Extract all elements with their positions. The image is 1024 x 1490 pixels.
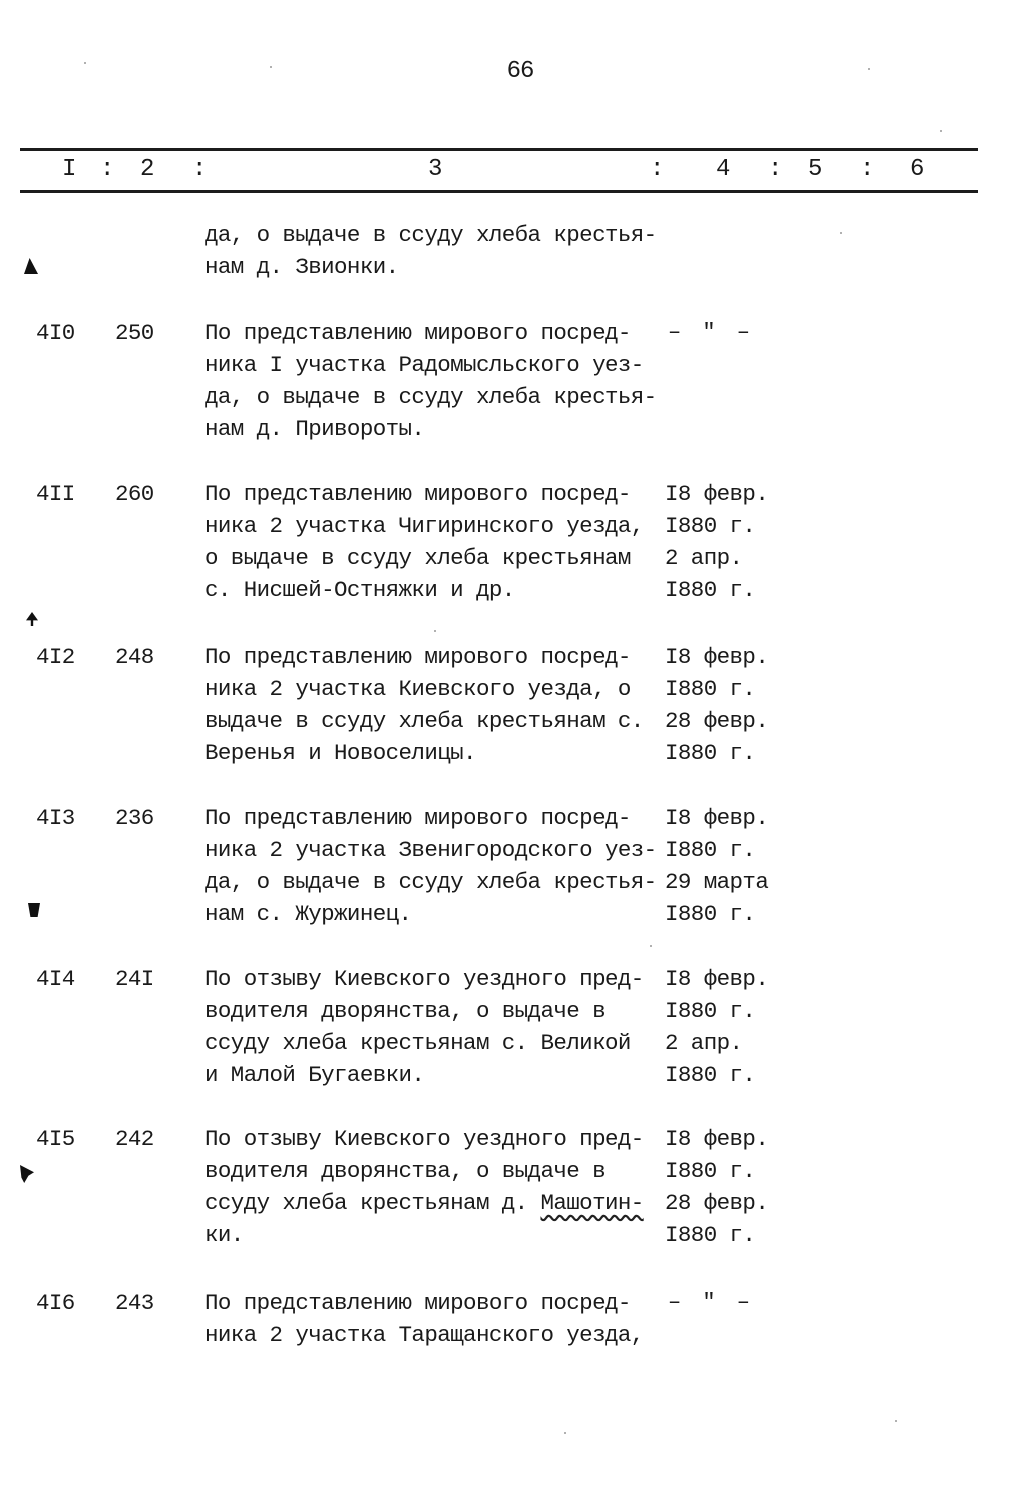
scan-speck — [940, 130, 942, 132]
entry-description: да, о выдаче в ссуду хлеба крестья- нам д. Звионки. — [205, 222, 657, 280]
entry-description: По представлению мирового посред- ника I участка Радомысльского уез- да, о выдаче в ссуду хлеба крестья- нам д. Привороты. — [205, 320, 657, 442]
scan-speck — [895, 1420, 897, 1422]
column-separator: : — [650, 156, 665, 183]
entry-dates: I8 февр. I880 г. 28 февр. I880 г. — [665, 644, 769, 766]
entry-number: 4I2 — [36, 644, 75, 670]
column-header-5: 5 — [808, 156, 823, 183]
scan-speck — [84, 62, 86, 64]
scan-speck — [564, 1432, 566, 1434]
column-header-4: 4 — [716, 156, 731, 183]
entry-number: 4II — [36, 481, 75, 507]
margin-mark-icon — [24, 258, 38, 274]
entry-ref: 236 — [115, 805, 154, 831]
entry-ref: 248 — [115, 644, 154, 670]
entry-ref: 260 — [115, 481, 154, 507]
entry-ref: 24I — [115, 966, 154, 992]
margin-mark-icon — [28, 903, 40, 917]
scan-speck — [270, 66, 272, 68]
scan-speck — [434, 630, 436, 632]
entry-description: По представлению мирового посред- ника 2 участка Таращанского уезда, — [205, 1290, 644, 1348]
entry-description: По представлению мирового посред- ника 2 участка Звенигородского уез- да, о выдаче в ссуду хлеба крестья- нам с. Журжинец. — [205, 805, 657, 927]
column-separator: : — [768, 156, 783, 183]
margin-mark-icon — [20, 1165, 34, 1183]
column-header-3: 3 — [428, 156, 443, 183]
column-separator: : — [100, 156, 115, 183]
entry-description: По представлению мирового посред- ника 2 участка Киевского уезда, о выдаче в ссуду хлеба крестьянам с. Веренья и Новоселицы. — [205, 644, 644, 766]
ditto-mark: – " – — [668, 320, 755, 345]
column-header-2: 2 — [140, 156, 155, 183]
entry-number: 4I0 — [36, 320, 75, 346]
ditto-mark: – " – — [668, 1290, 755, 1315]
entry-dates: I8 февр. I880 г. 2 апр. I880 г. — [665, 481, 769, 603]
column-separator: : — [860, 156, 875, 183]
entry-ref: 242 — [115, 1126, 154, 1152]
header-rule-bottom — [20, 190, 978, 193]
entry-ref: 243 — [115, 1290, 154, 1316]
header-rule-top — [20, 148, 978, 151]
entry-number: 4I4 — [36, 966, 75, 992]
entry-ref: 250 — [115, 320, 154, 346]
scan-speck — [868, 68, 870, 70]
entry-description: По отзыву Киевского уездного пред- водителя дворянства, о выдаче в ссуду хлеба крестьянам д. Машотин- ки. — [205, 1126, 644, 1248]
page-number: 66 — [506, 58, 534, 85]
margin-mark-icon — [26, 612, 38, 626]
scan-speck — [840, 232, 842, 234]
column-header-6: 6 — [910, 156, 925, 183]
entry-description: По представлению мирового посред- ника 2 участка Чигиринского уезда, о выдаче в ссуду хлеба крестьянам с. Нисшей-Остняжки и др. — [205, 481, 644, 603]
entry-number: 4I6 — [36, 1290, 75, 1316]
entry-dates: I8 февр. I880 г. 29 марта I880 г. — [665, 805, 769, 927]
column-header-1: I — [62, 156, 77, 183]
entry-dates: I8 февр. I880 г. 28 февр. I880 г. — [665, 1126, 769, 1248]
entry-description: По отзыву Киевского уездного пред- водителя дворянства, о выдаче в ссуду хлеба крестьянам с. Великой и Малой Бугаевки. — [205, 966, 644, 1088]
entry-dates: I8 февр. I880 г. 2 апр. I880 г. — [665, 966, 769, 1088]
entry-number: 4I3 — [36, 805, 75, 831]
underlined-word: Машотин- — [540, 1190, 644, 1216]
entry-number: 4I5 — [36, 1126, 75, 1152]
column-separator: : — [192, 156, 207, 183]
scan-speck — [650, 945, 652, 947]
